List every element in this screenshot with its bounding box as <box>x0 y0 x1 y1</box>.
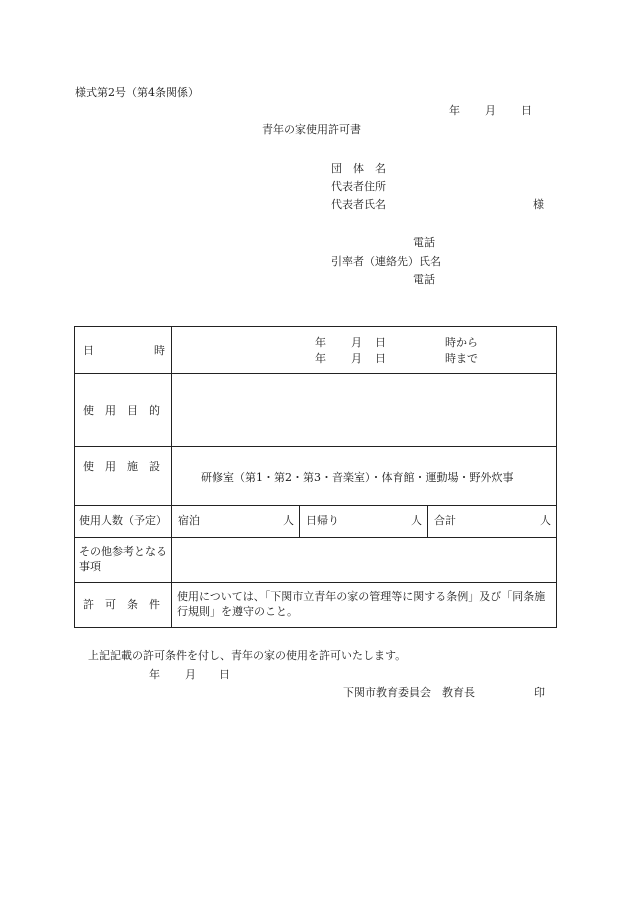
end-suffix: 時まで <box>445 352 478 365</box>
approval-date-year: 年 <box>149 668 160 681</box>
approval-date-day: 日 <box>219 668 230 681</box>
start-year: 年 <box>315 336 326 349</box>
facilities-label: 使 用 施 設 <box>83 460 160 473</box>
conditions-value: 使用については、「下関市立青年の家の管理等に関する条例」及び「同条施行規則」を遵守のこと。 <box>177 590 546 618</box>
people-label: 使用人数（予定） <box>79 514 167 527</box>
row-divider <box>75 582 556 583</box>
other-label: その他参考となる事項 <box>79 545 167 573</box>
people-overnight-unit: 人 <box>283 514 294 527</box>
datetime-label-right: 時 <box>154 344 165 357</box>
issue-date-year: 年 <box>449 104 460 117</box>
purpose-label: 使 用 目 的 <box>83 404 160 417</box>
usage-table <box>74 326 557 628</box>
row-divider <box>75 505 556 506</box>
conditions-label: 許 可 条 件 <box>83 598 160 611</box>
rep-name-label: 代表者氏名 <box>331 198 386 211</box>
start-month: 月 <box>351 336 362 349</box>
issuer: 下関市教育委員会 教育長 <box>343 686 475 699</box>
people-total-label: 合計 <box>434 514 456 527</box>
people-daytrip-unit: 人 <box>411 514 422 527</box>
people-col-divider <box>427 505 428 537</box>
document-title: 青年の家使用許可書 <box>262 123 361 136</box>
start-day: 日 <box>375 336 386 349</box>
people-col-divider <box>299 505 300 537</box>
row-divider <box>75 446 556 447</box>
approval-date-month: 月 <box>185 668 196 681</box>
row-divider <box>75 373 556 374</box>
phone-label-1: 電話 <box>413 236 435 249</box>
label-column-divider <box>171 327 172 628</box>
approval-statement: 上記記載の許可条件を付し、青年の家の使用を許可いたします。 <box>88 649 407 662</box>
seal-mark: 印 <box>534 686 545 699</box>
end-day: 日 <box>375 352 386 365</box>
people-total-unit: 人 <box>540 514 551 527</box>
phone-label-2: 電話 <box>413 273 435 286</box>
form-number: 様式第2号（第4条関係） <box>75 86 199 99</box>
people-overnight-label: 宿泊 <box>178 514 200 527</box>
facilities-value: 研修室（第1・第2・第3・音楽室）・体育館・運動場・野外炊事 <box>201 471 514 484</box>
honorific: 様 <box>533 198 544 211</box>
issue-date-day: 日 <box>521 104 532 117</box>
group-name-label: 団 体 名 <box>331 162 386 175</box>
issue-date-month: 月 <box>485 104 496 117</box>
end-month: 月 <box>351 352 362 365</box>
people-daytrip-label: 日帰り <box>306 514 339 527</box>
leader-label: 引率者（連絡先）氏名 <box>331 255 441 268</box>
row-divider <box>75 537 556 538</box>
end-year: 年 <box>315 352 326 365</box>
datetime-label-left: 日 <box>83 344 94 357</box>
start-suffix: 時から <box>445 336 478 349</box>
rep-address-label: 代表者住所 <box>331 180 386 193</box>
